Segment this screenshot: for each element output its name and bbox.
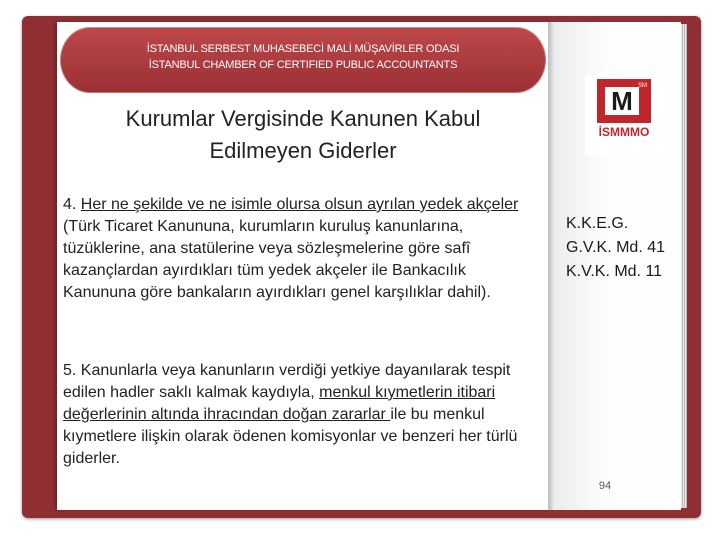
title-line-2: Edilmeyen Giderler	[209, 138, 397, 163]
reference-kvk: K.V.K. Md. 11	[566, 263, 663, 280]
logo-registered-mark: SM	[638, 83, 647, 89]
title-line-1: Kurumlar Vergisinde Kanunen Kabul	[125, 106, 481, 131]
legal-references	[566, 212, 686, 284]
logo-m-mark: M	[605, 87, 639, 115]
item-5-paragraph	[63, 360, 543, 470]
header-line-english: İSTANBUL CHAMBER OF CERTIFIED PUBLIC ACCOUNTANTS	[148, 59, 458, 71]
item-5-text: ile bu menkul kıymetlere ilişkin olarak ödenen komisyonlar ve benzeri her türlü giderler.	[63, 406, 518, 467]
header-line-turkish: İSTANBUL SERBEST MUHASEBECİ MALİ MÜŞAVİRLER ODASI	[146, 43, 460, 55]
logo-red-box	[597, 79, 651, 123]
reference-kkeg: K.K.E.G.	[566, 215, 629, 232]
reference-gvk: G.V.K. Md. 41	[566, 239, 666, 256]
header-banner	[60, 27, 546, 93]
item-4-paragraph	[63, 194, 543, 304]
slide-title	[60, 103, 546, 167]
page-number: 94	[598, 480, 612, 492]
item-4-underlined-text: Her ne şekilde ve ne isimle olursa olsun ayrılan yedek akçeler	[80, 196, 519, 213]
item-5-underlined-text: menkul kıymetlerin itibari değerlerinin altında ihracından doğan zararlar	[63, 384, 496, 423]
item-4-text: (Türk Ticaret Kanununa, kurumların kuruluş kanunlarına, tüzüklerine, ana statülerine veya sözleşmelerine göre safî kazançlardan ayırdıkları tüm yedek akçeler ile Bankacılık Kanununa göre bankaların ayırdıkları genel karşılıklar dahil).	[63, 218, 491, 301]
ismmmo-logo	[585, 75, 663, 155]
item-4-number: 4.	[63, 196, 81, 213]
logo-text: İSMMMO	[598, 125, 650, 139]
item-5-intro-text: 5. Kanunlarla veya kanunların verdiği yetkiye dayanılarak tespit edilen hadler saklı kalmak kaydıyla,	[63, 362, 511, 401]
